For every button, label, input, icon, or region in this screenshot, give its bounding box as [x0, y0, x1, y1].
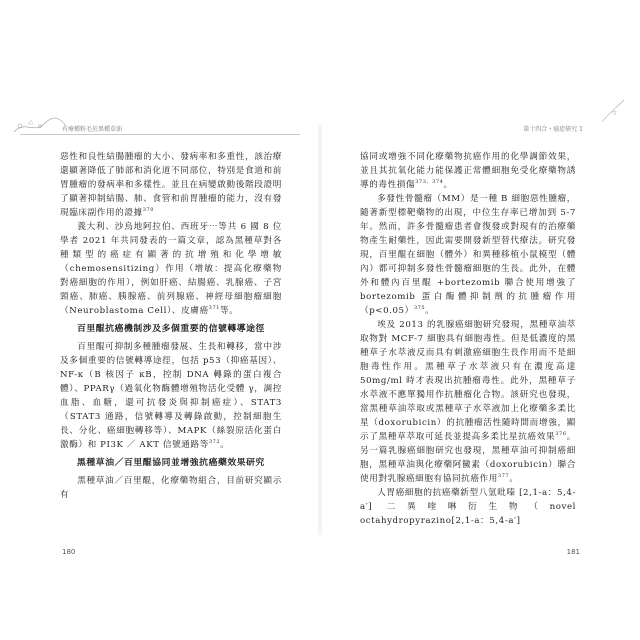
- citation: 372: [208, 439, 221, 446]
- citation: 371: [208, 305, 221, 312]
- paragraph: 義大利、沙烏地阿拉伯、西班牙⋯等共 6 國 8 位學者 2021 年共同發表的一篇文章，認為黑種草對各種類型的癌症有顯著的抗增殖和化學增敏（chemosensitizing）作用（增敏：提高化療藥物對癌細胞的作用），例如肝癌、結腸癌、乳腺癌、子宮頸癌、肺癌、胰腺癌、前列腺癌、神經母細胞瘤細胞（Neuroblastoma Cell）、皮膚癌$^{371}$等。: [60, 222, 282, 316]
- citation: 370: [142, 207, 155, 214]
- floral-ornament-icon: [598, 96, 628, 126]
- left-text-column: [60, 150, 282, 502]
- paragraph: 埃及 2013 的乳腺癌細胞研究發現，黑種草油萃取物對 MCF-7 細胞具有細胞毒性。但是低濃度的黑種草子水萃液反而具有刺激癌細胞生長作用而不是細胞毒性作用。黑種草子水萃液只有在濃度高達 50mg/ml 時才表現出抗腫瘤毒性。此外，黑種草子水萃液不應單獨用作抗腫瘤化合物。該研究也發現，當黑種草油萃取或黑種草子水萃液加上化療藥多柔比星（doxorubicin）的抗腫瘤活性隨時間而增強，顯示了黑種草萃取可延長並提高多柔比星抗癌效果$^{376}$。另一篇乳腺癌細胞研究也發現，黑種草油可抑制癌細胞，黑種草油與化療藥阿黴素（doxorubicin）聯合使用對乳腺癌細胞有協同抗癌作用$^{377}$。: [360, 320, 576, 484]
- right-page: [320, 0, 640, 640]
- section-heading: 黑種草油／百里醌協同並增強抗癌藥效果研究: [77, 458, 265, 468]
- running-header-right: 第十四合・癌症研究 1: [523, 126, 583, 133]
- page-number-left: 180: [62, 548, 76, 556]
- page-number-right: 181: [566, 548, 580, 556]
- citation: 373、374: [415, 179, 444, 186]
- citation: 376: [555, 431, 567, 438]
- paragraph: 協同或增強不同化療藥物抗癌作用的化學調節效果，並且其抗氧化能力能保護正常體細胞免受化療藥物誘導的毒性損傷$^{373、374}$。: [360, 152, 576, 190]
- section-heading: 百里醌抗癌機制涉及多個重要的信號轉導途徑: [77, 324, 265, 334]
- citation: 377: [497, 473, 510, 480]
- paragraph: 黑種草油／百里醌，化療藥物組合，目前研究顯示有: [60, 476, 282, 500]
- citation: 375: [413, 305, 426, 312]
- running-header-left: 有療種粉毛於黑種草油: [62, 126, 123, 133]
- header-rule: [20, 134, 300, 135]
- right-text-column: [360, 150, 576, 528]
- paragraph: 多發性骨髓瘤（MM）是一種 B 細胞惡性腫瘤，隨著新型標靶藥物的出現，中位生存率已增加到 5-7 年。然而，許多骨髓瘤患者會復發或對現有的治療藥物產生耐藥性，因此需要開發新型替代療法。研究發現，百里醌在細胞（體外）和異種移植小鼠模型（體內）都可抑制多發性骨髓瘤細胞的生長。此外，在體外和體內百里醌 +bortezomib 聯合使用增強了 bortezomib 蛋白酶體抑制劑的抗腫瘤作用（p<0.05）$^{375}$。: [360, 194, 576, 316]
- paragraph: 惡性和良性結腸腫瘤的大小、發病率和多重性，該治療還顯著降低了肺部和消化道不同部位，特別是食道和前胃腫瘤的發病率和多樣性。並且在病變啟動後階段證明了顯著抑制結腸、肺、食管和前胃腫瘤的能力，沒有發現臨床副作用的證據$^{370}$: [60, 152, 282, 218]
- paragraph: 百里醌可抑制多種腫瘤發展、生長和轉移，當中涉及多個重要的信號轉導途徑，包括 p53（抑癌基因）、NF-κ（B 核因子 κB，控制 DNA 轉錄的蛋白複合體）、PPARγ（過氧化物酶體增殖物活化受體 γ，調控血脂、血糖，還可抗發炎與抑制癌症）、STAT3（STAT3 通路，信號轉導及轉錄啟動，控制細胞生長、分化、癌細胞轉移等）、MAPK（絲裂原活化蛋白激酶）和 PI3K ／ AKT 信號通路等$^{372}$。: [60, 342, 282, 450]
- paragraph: 人胃癌細胞的抗癌藥新型八氫吡嗪 [2,1-a：5,4-a′] 二異喹啉衍生物（novel octahydropyrazino[2,1-a：5,4-a′]: [360, 488, 576, 526]
